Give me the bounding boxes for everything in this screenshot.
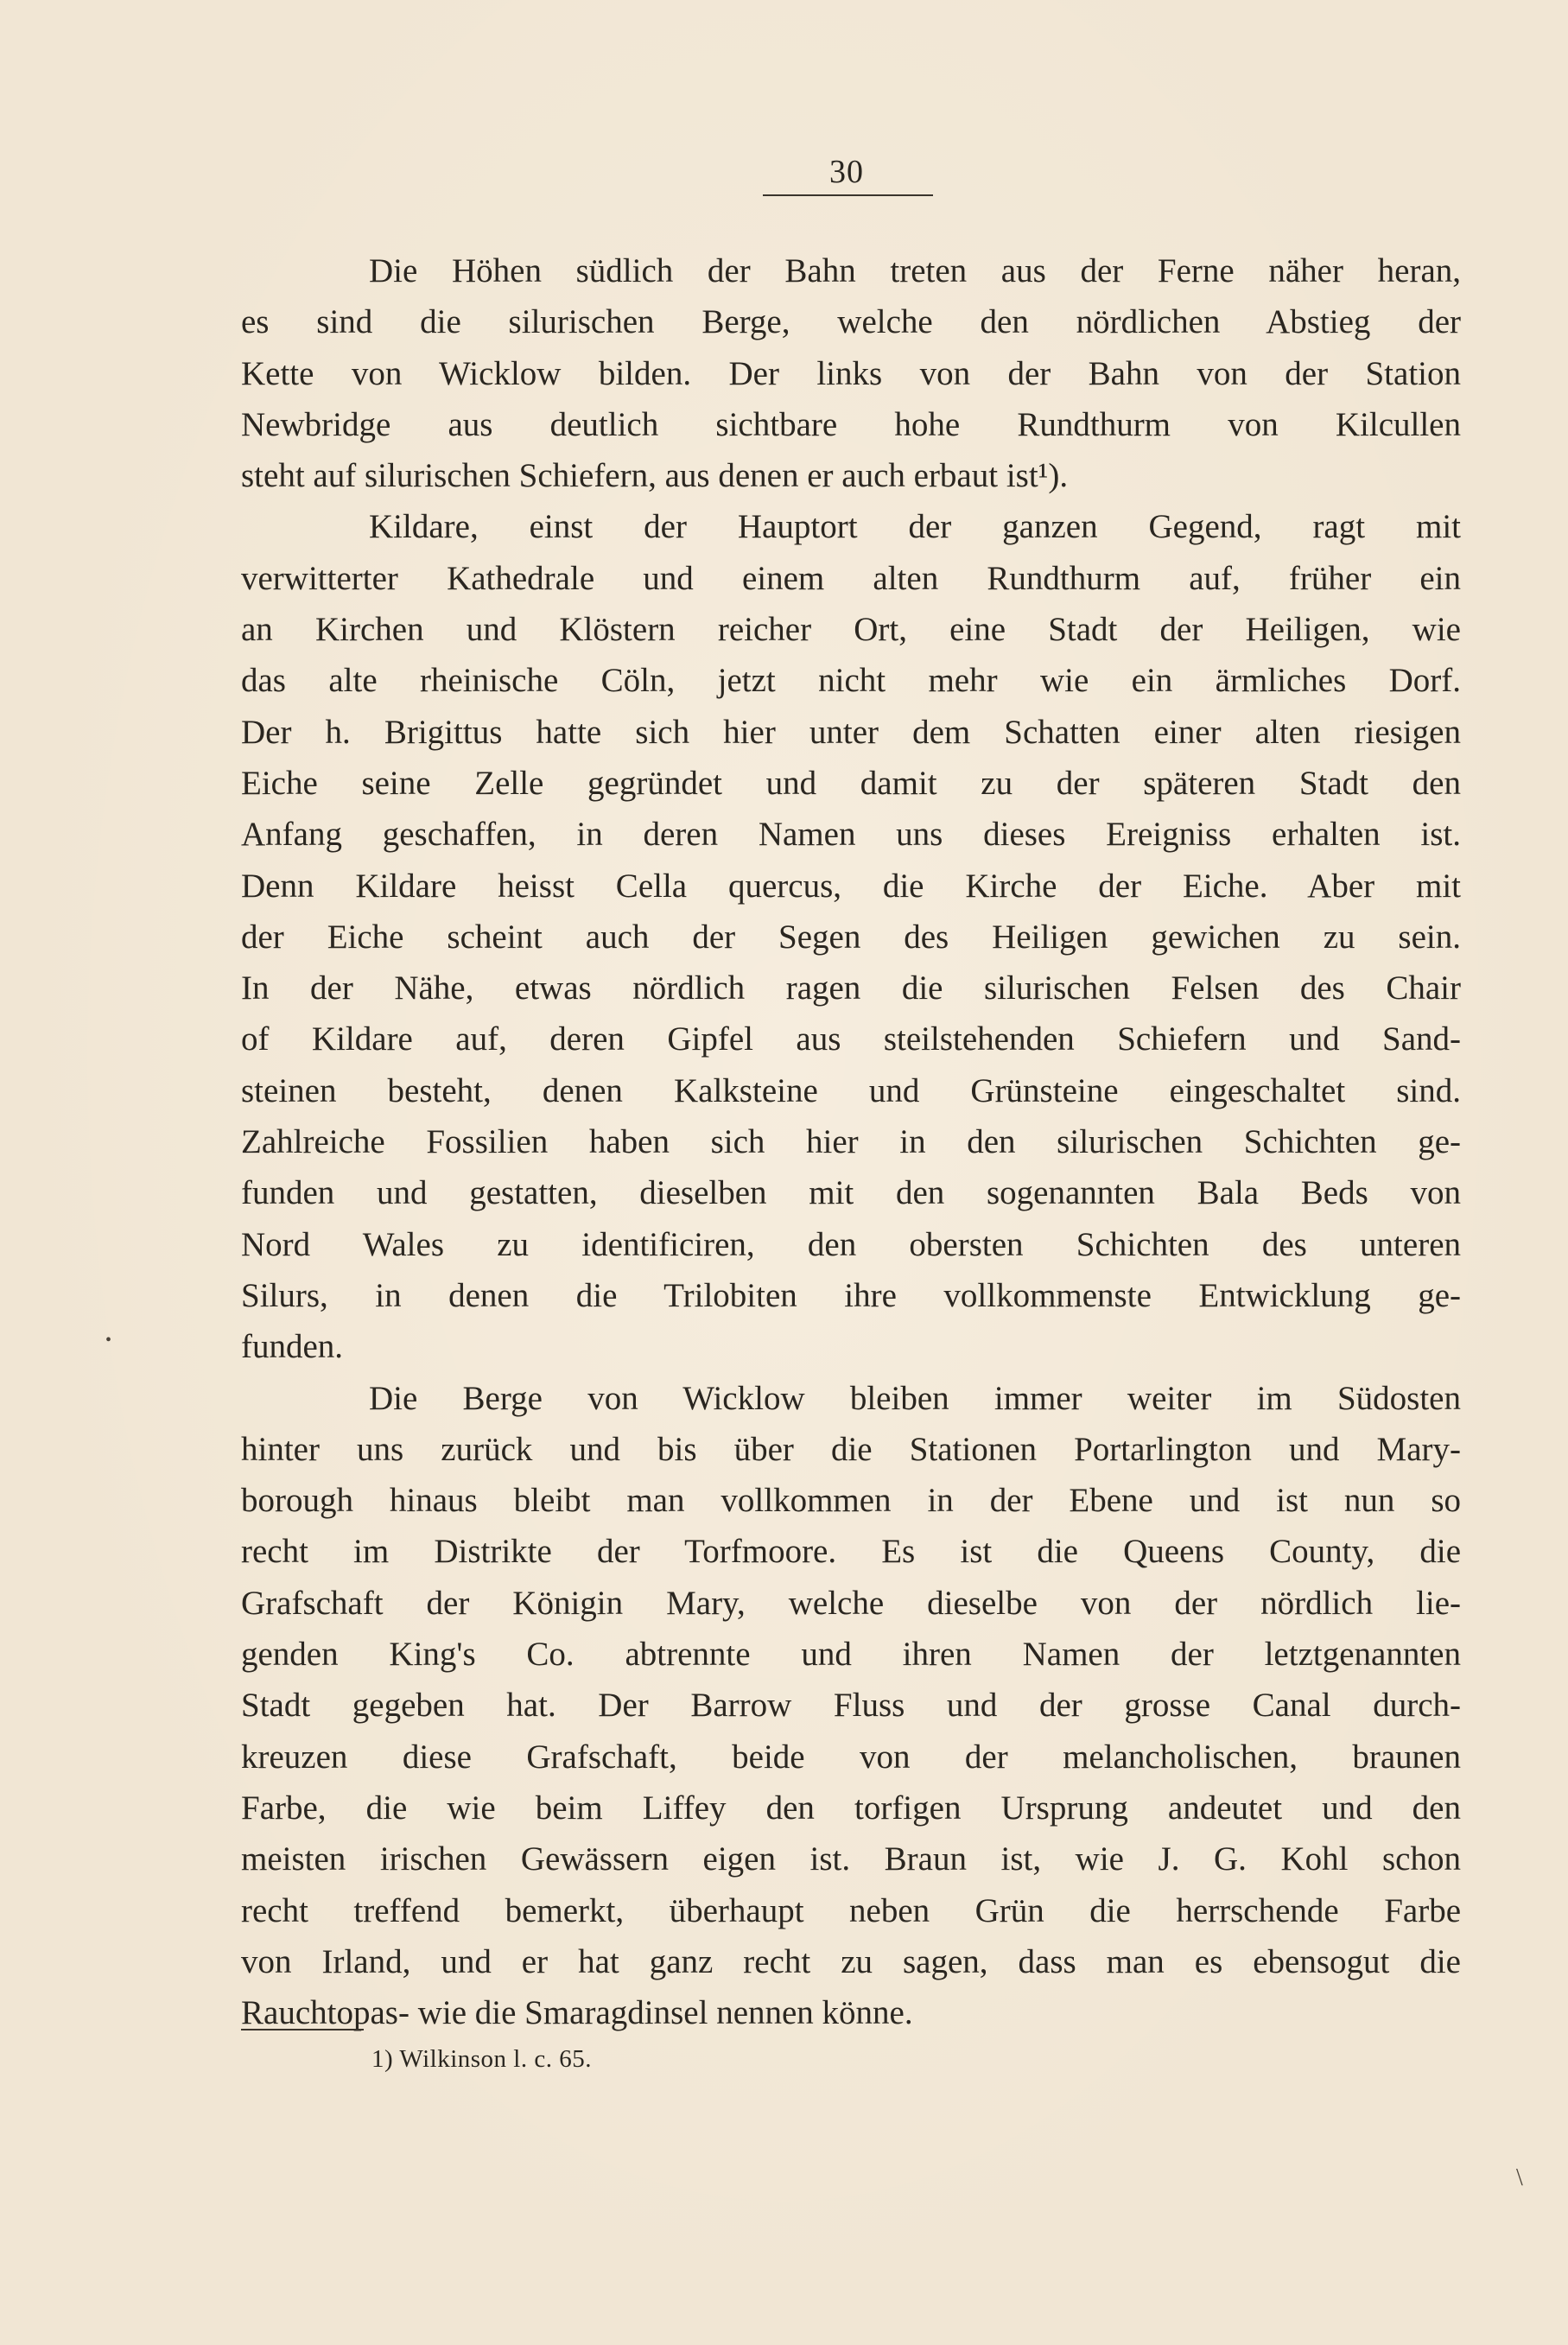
text-line: steht auf silurischen Schiefern, aus denen er auch erbaut ist¹). xyxy=(241,457,1069,495)
text-line: recht im Distrikte der Torfmoore. Es ist die Queens County, die xyxy=(241,1533,1461,1571)
text-line: In der Nähe, etwas nördlich ragen die silurischen Felsen des Chair xyxy=(241,969,1461,1007)
text-line: der Eiche scheint auch der Segen des Heiligen gewichen zu sein. xyxy=(241,918,1461,956)
text-line: verwitterter Kathedrale und einem alten Rundthurm auf, früher ein xyxy=(241,559,1461,597)
margin-dot-mark: • xyxy=(105,1331,112,1350)
text-line: Kette von Wicklow bilden. Der links von der Bahn von der Station xyxy=(241,354,1461,392)
text-line: Grafschaft der Königin Mary, welche dieselbe von der nördlich lie- xyxy=(241,1584,1461,1622)
text-line: es sind die silurischen Berge, welche den nördlichen Abstieg der xyxy=(241,303,1461,341)
text-line: Kildare, einst der Hauptort der ganzen Gegend, ragt mit xyxy=(369,508,1461,546)
text-line: von Irland, und er hat ganz recht zu sagen, dass man es ebensogut die xyxy=(241,1942,1461,1980)
text-line: Rauchtopas- wie die Smaragdinsel nennen könne. xyxy=(241,1994,913,2032)
text-line: borough hinaus bleibt man vollkommen in der Ebene und ist nun so xyxy=(241,1482,1461,1520)
text-line: hinter uns zurück und bis über die Stationen Portarlington und Mary- xyxy=(241,1430,1461,1468)
text-line: Newbridge aus deutlich sichtbare hohe Rundthurm von Kilcullen xyxy=(241,405,1461,443)
page-number-rule xyxy=(763,194,933,196)
text-line: Denn Kildare heisst Cella quercus, die Kirche der Eiche. Aber mit xyxy=(241,867,1461,905)
text-line: Stadt gegeben hat. Der Barrow Fluss und der grosse Canal durch- xyxy=(241,1687,1461,1725)
text-line: Zahlreiche Fossilien haben sich hier in den silurischen Schichten ge- xyxy=(241,1123,1461,1161)
text-line: Farbe, die wie beim Liffey den torfigen Ursprung andeutet und den xyxy=(241,1789,1461,1827)
text-line: Die Höhen südlich der Bahn treten aus der Ferne näher heran, xyxy=(369,252,1461,289)
text-line: steinen besteht, denen Kalksteine und Grünsteine eingeschaltet sind. xyxy=(241,1071,1461,1109)
text-line: funden und gestatten, dieselben mit den sogenannten Bala Beds von xyxy=(241,1174,1461,1212)
text-line: an Kirchen und Klöstern reicher Ort, eine Stadt der Heiligen, wie xyxy=(241,611,1461,649)
footnote: 1) Wilkinson l. c. 65. xyxy=(371,2045,592,2073)
text-line: Die Berge von Wicklow bleiben immer weiter im Südosten xyxy=(369,1379,1461,1417)
text-line: Nord Wales zu identificiren, den obersten Schichten des unteren xyxy=(241,1225,1461,1263)
page-number: 30 xyxy=(829,154,864,190)
body-text xyxy=(241,245,1461,2038)
text-line: das alte rheinische Cöln, jetzt nicht mehr wie ein ärmliches Dorf. xyxy=(241,662,1461,700)
text-line: kreuzen diese Grafschaft, beide von der melancholischen, braunen xyxy=(241,1738,1461,1776)
text-line: Silurs, in denen die Trilobiten ihre vollkommenste Entwicklung ge- xyxy=(241,1276,1461,1314)
text-line: Eiche seine Zelle gegründet und damit zu der späteren Stadt den xyxy=(241,764,1461,802)
text-line: meisten irischen Gewässern eigen ist. Braun ist, wie J. G. Kohl schon xyxy=(241,1840,1461,1878)
text-line: Der h. Brigittus hatte sich hier unter dem Schatten einer alten riesigen xyxy=(241,713,1461,751)
footnote-rule xyxy=(241,2029,364,2030)
margin-tick-mark: \ xyxy=(1516,2164,1523,2191)
text-line: genden King's Co. abtrennte und ihren Namen der letztgenannten xyxy=(241,1636,1461,1674)
text-line: of Kildare auf, deren Gipfel aus steilstehenden Schiefern und Sand- xyxy=(241,1020,1461,1058)
text-line: Anfang geschaffen, in deren Namen uns dieses Ereigniss erhalten ist. xyxy=(241,816,1461,854)
text-line: funden. xyxy=(241,1328,344,1366)
text-line: recht treffend bemerkt, überhaupt neben Grün die herrschende Farbe xyxy=(241,1891,1461,1929)
